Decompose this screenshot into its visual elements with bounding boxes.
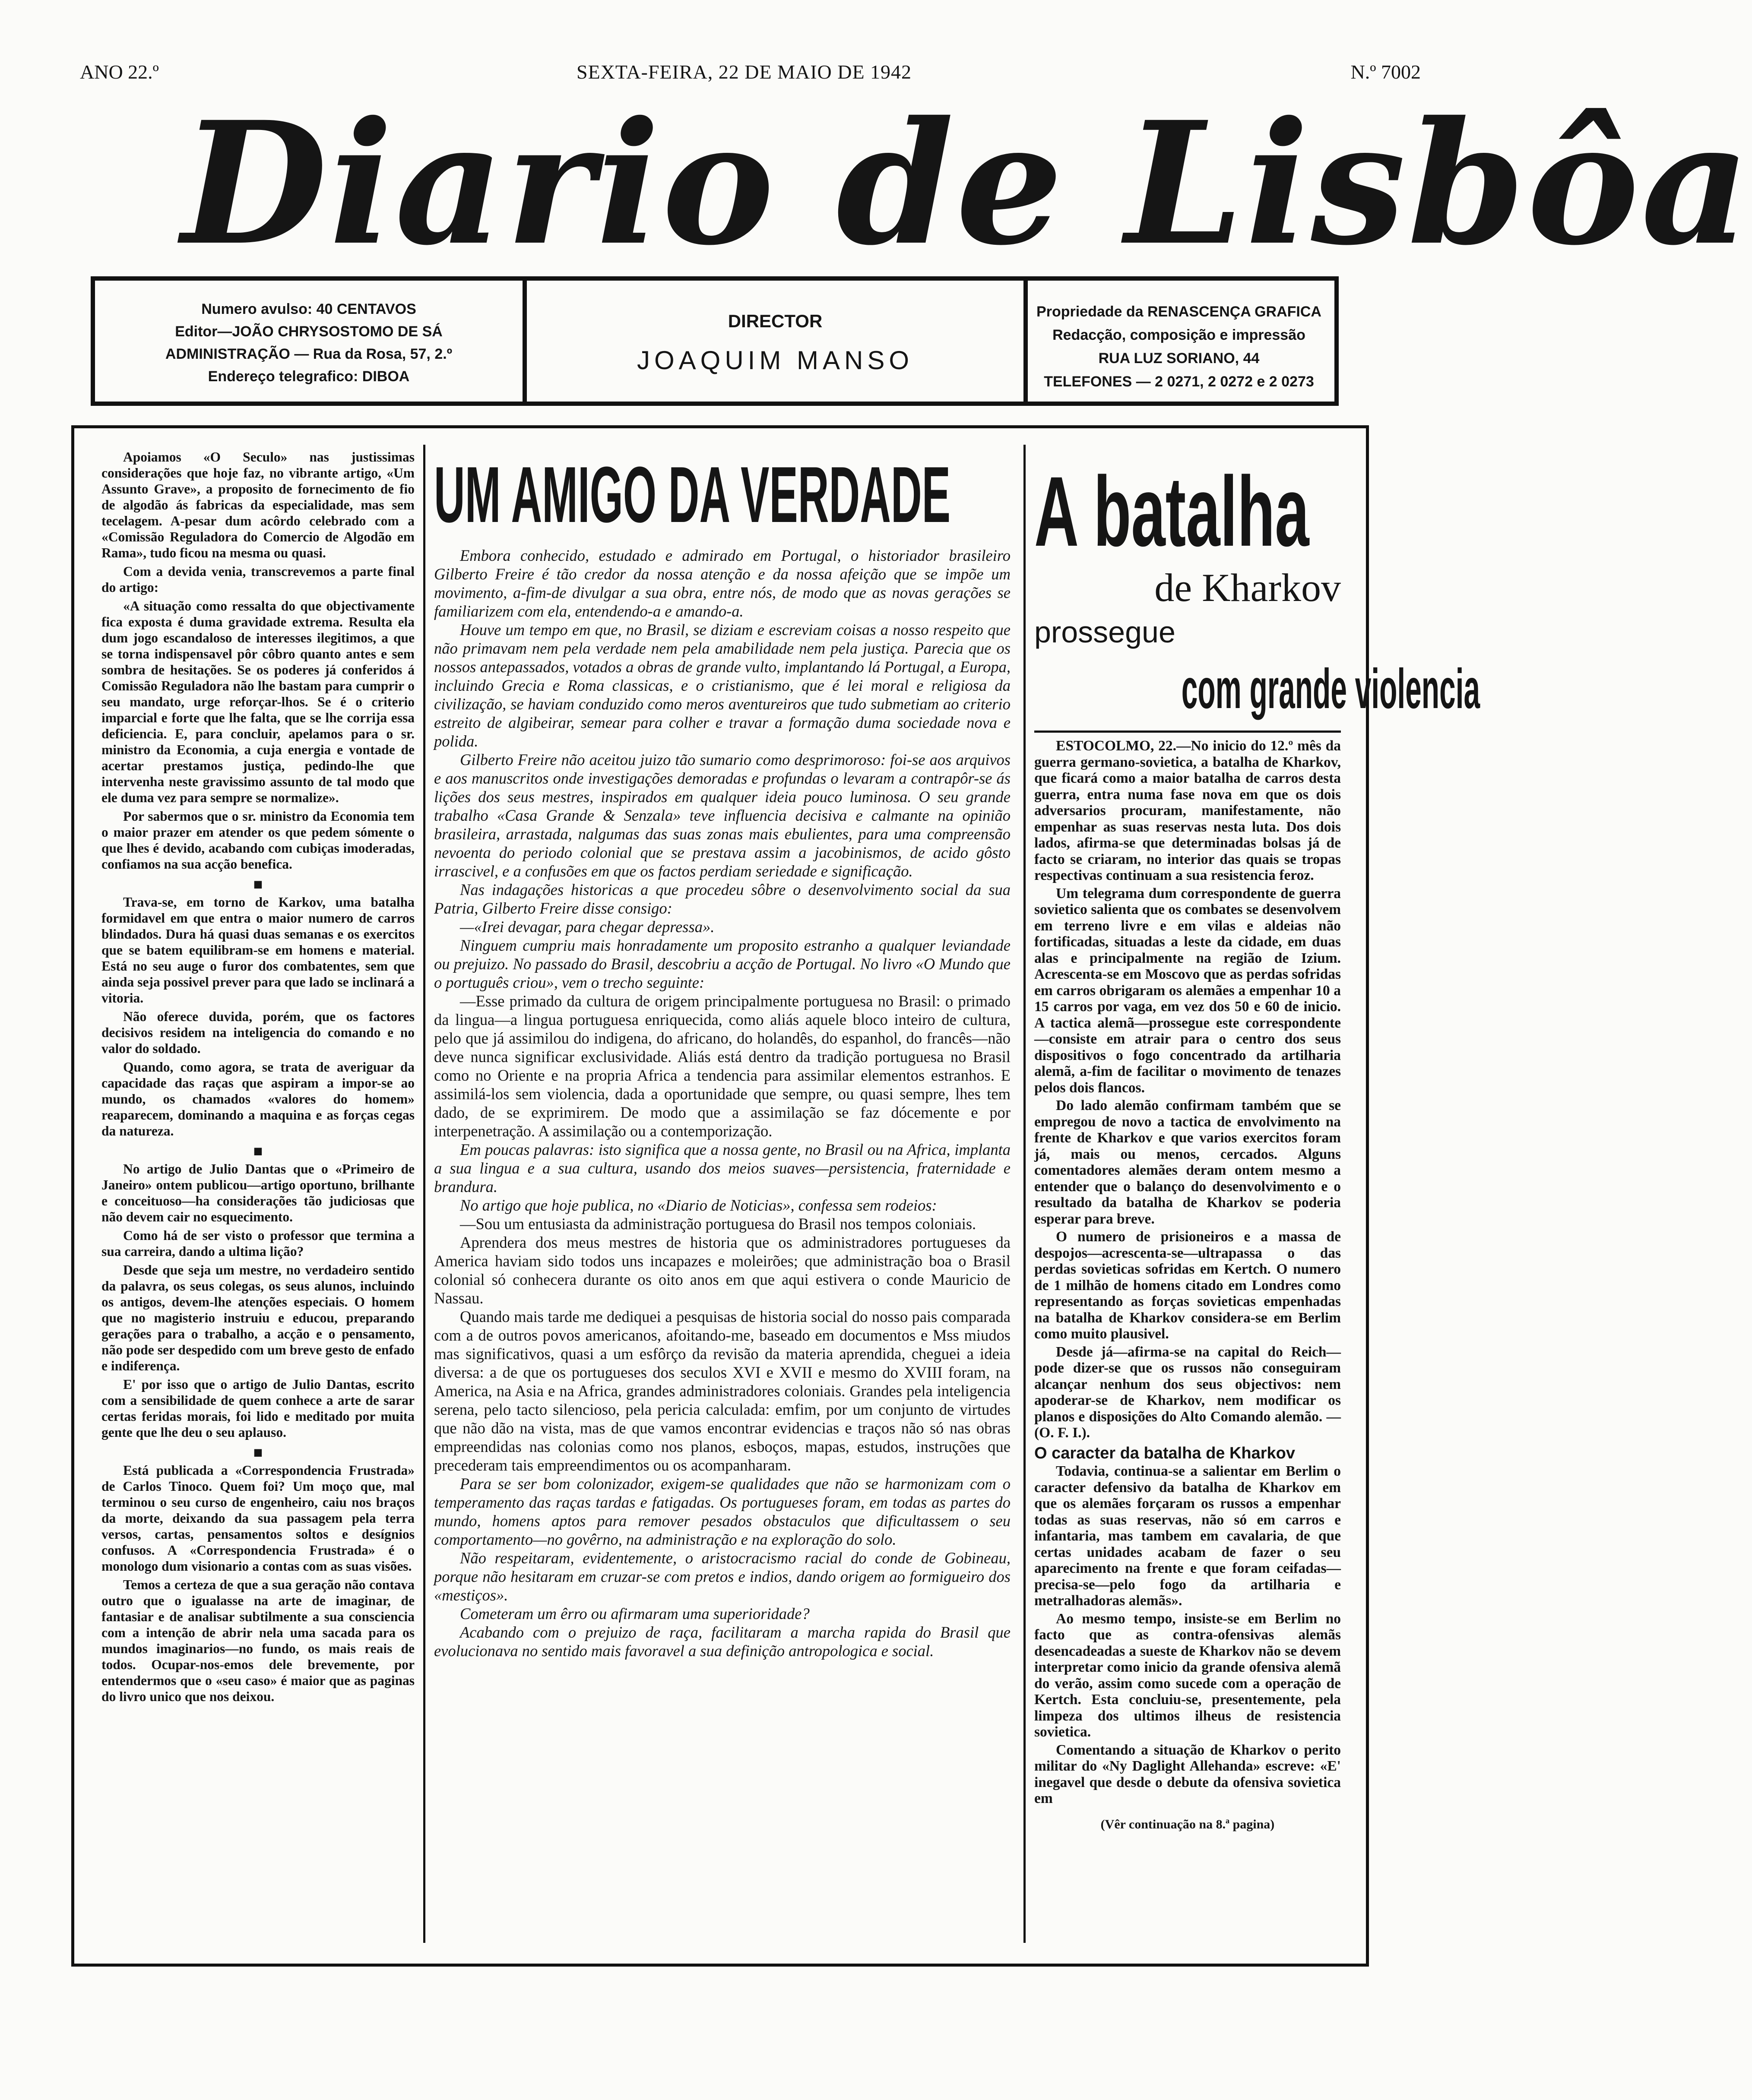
section-separator: ■ (253, 1444, 263, 1461)
note-paragraph: E' por isso que o artigo de Julio Dantas, escrito com a sensibilidade de quem conhece a arte de sarar certas feridas morais, foi lido e meditado por muita gente que lhe deu o seu aplauso. (101, 1377, 415, 1440)
article-paragraph: Nas indagações historicas a que procedeu sôbre o desenvolvimento social da sua Patria, Gilberto Freire disse consigo: (434, 881, 1011, 917)
article-paragraph: —«Irei devagar, para chegar depressa». (460, 918, 715, 936)
section-separator: ■ (253, 1142, 263, 1160)
note-paragraph: Não oferece duvida, porém, que os factores decisivos residem na inteligencia do comando e no valor do soldado. (101, 1009, 415, 1056)
note-paragraph: Desde que seja um mestre, no verdadeiro sentido da palavra, os seus colegas, os seus alunos, incluindo os antigos, devem-lhe atenções especiais. O homem que no magisterio instruiu e educou, preparando gerações para o trabalho, a acção e o pensamento, não pode ser despedido com um breve gesto de enfado e indiferença. (101, 1262, 415, 1373)
kharkov-headline-line3: prossegue (1034, 615, 1175, 649)
note-paragraph: Quando, como agora, se trata de averiguar da capacidade das raças que aspiram a impor-se ao mundo, os chamados «valores do homem» reaparecem, dominando a maquina e as forças cegas da natureza. (101, 1059, 415, 1139)
editor-line: Editor—JOÃO CHRYSOSTOMO DE SÁ (175, 323, 443, 340)
issue-number: N.º 7002 (1350, 61, 1421, 83)
article-paragraph: Houve um tempo em que, no Brasil, se diziam e escreviam coisas a nosso respeito que não primavam nem pela verdade nem pela amabilidade nem pela justiça. Parecia que os nossos antepassados, votados a obras de grande vulto, implantando lá Portugal, a Europa, incluindo Grecia e Roma classicas, e o cristianismo, que é lei moral e religiosa da civilização, se haviam conduzido como meros aventureiros que tudo submetiam ao criterio estreito de algibeirar, semear para colher e travar a formação duma sociedade nova e polida. (434, 621, 1011, 750)
article-paragraph: Não respeitaram, evidentemente, o aristocracismo racial do conde de Gobineau, porque não hesitaram em cruzar-se com pretos e indios, dando origem ao formigueiro dos «mestiços». (434, 1549, 1011, 1604)
article-paragraph: —Sou um entusiasta da administração portuguesa do Brasil nos tempos coloniais. (460, 1215, 976, 1233)
note-paragraph: Temos a certeza de que a sua geração não contava outro que o igualasse na arte de imaginar, de fantasiar e de analisar subtilmente a sua consciencia com a intenção de abrir nela uma sacada para os mundos imaginarios—no fundo, os mais reais de todos. Ocupar-nos-emos dele brevemente, por entendermos que o «seu caso» é maior que as paginas do livro unico que nos deixou. (101, 1577, 415, 1704)
main-article-body (434, 546, 1011, 1660)
top-line (80, 60, 1421, 86)
price-line: Numero avulso: 40 CENTAVOS (201, 301, 416, 317)
note-paragraph: Trava-se, em torno de Karkov, uma batalha formidavel em que entra o maior numero de carros blindados. Dura há quasi duas semanas e os exercitos que se batem equilibram-se em homens e material. Está no seu auge o furor dos combatentes, sem que ainda seja possivel prever para que lado se inclinará a vitoria. (101, 895, 415, 1006)
administration-line: ADMINISTRAÇÃO — Rua da Rosa, 57, 2.º (165, 346, 453, 362)
article-subheading: O caracter da batalha de Kharkov (1034, 1444, 1296, 1462)
director-label: DIRECTOR (728, 311, 823, 331)
headline-rule (1034, 731, 1341, 733)
note-paragraph: «A situação como ressalta do que objectivamente fica exposta é duma gravidade extrema. Resulta ela dum jogo escandaloso de interesses ilegitimos, a que se torna indispensavel pôr côbro quanto antes e sem sombra de hesitações. Se os poderes já conferidos á Comissão Reguladora não lhe bastam para cumprir o seu mandato, urge reforçar-lhos. Se é o criterio imparcial e forte que lhe falta, que se lhe corrija essa deficiencia. E, para concluir, apelamos para o sr. ministro da Economia, a cuja energia e vontade de acertar prestamos justiça, pedindo-lhe que intervenha neste gravissimo assunto de tal modo que ele duma vez para sempre se normalize». (101, 598, 415, 805)
note-paragraph: Está publicada a «Correspondencia Frustrada» de Carlos Tinoco. Quem foi? Um moço que, mal terminou o seu curso de engenheiro, caiu nos braços da morte, deixando da sua passagem pela terra versos, cartas, pensamentos soltos e desígnios confusos. A «Correspondencia Frustrada» é o monologo dum visionario a contas com as suas visões. (101, 1463, 415, 1574)
article-paragraph: Quando mais tarde me dediquei a pesquisas de historia social do nosso pais comparada com a de outros povos americanos, afoitando-me, baseado em documentos e Mss miudos mas significativos, quasi a um esfôrço da revisão da materia aprendida, cheguei a ideia diversa: a de que os portugueses dos seculos XVI e XVII e mesmo do XVIII foram, na America, na Asia e na Africa, grandes administradores coloniais. Grandes pela inteligencia serena, pelo tacto silencioso, pela pericia calculada: emfim, por um conjunto de virtudes que não dão na vista, mas de que vamos encontrar evidencias e traços não só nas obras empreendidas nas colonias como nos planos, esboços, mapas, estudos, instruções que precederam tais empreendimentos ou os acompanharam. (434, 1308, 1011, 1474)
telegraph-line: Endereço telegrafico: DIBOA (208, 368, 410, 385)
director-name: JOAQUIM MANSO (637, 346, 914, 375)
kharkov-article-body (1034, 738, 1341, 1832)
article-paragraph: Aprendera dos meus mestres de historia que os administradores portugueses da America haviam sido todos uns incapazes e moleirões; que administração boa o Brasil colonial só conhecera durante os oito anos em que aqui estivera o conde Mauricio de Nassau. (434, 1233, 1011, 1307)
masthead-info-box (91, 276, 1339, 406)
continuation-note: (Vêr continuação na 8.ª pagina) (1100, 1817, 1275, 1831)
article-paragraph: Para se ser bom colonizador, exigem-se qualidades que não se harmonizam com o temperamento das raças tardas e fatigadas. Os portugueses foram, em todas as partes do mundo, homens aptos para remover pesados obstaculos que dificultassem o seu comportamento—no govêrno, na administração e na exploração do solo. (434, 1475, 1011, 1548)
editorial-notes-column (101, 449, 415, 1707)
article-paragraph: Comentando a situação de Kharkov o perito militar do «Ny Daglight Allehanda» escreve: «E' inegavel que desde o debute da ofensiva sovietica em (1034, 1742, 1341, 1806)
article-paragraph: Acabando com o prejuizo de raça, facilitaram a marcha rapida do Brasil que evolucionava no sentido mais favoravel a sua definição antropologica e social. (434, 1623, 1011, 1660)
article-paragraph: ESTOCOLMO, 22.—No inicio do 12.º mês da guerra germano-sovietica, a batalha de Kharkov, que ficará como a maior batalha de carros desta guerra, entra numa fase nova em que os dois adversarios procuram, manifestamente, não empenhar as suas reservas nesta luta. Dos dois lados, afirma-se que determinadas bolsas já de facto se criaram, no interior das quais se tropas respectivas continuam a sua resistencia feroz. (1034, 738, 1341, 883)
article-paragraph: Um telegrama dum correspondente de guerra sovietico salienta que os combates se desenvolvem em terreno livre e em vilas e aldeias não fortificadas, situadas a leste da cidade, em duas alas e principalmente na região de Izium. Acrescenta-se em Moscovo que as perdas sofridas em carros obrigaram os alemães a empenhar 10 a 15 carros por vaga, em vez dos 50 e 60 de inicio. A tactica alemã—prossegue este correspondente—consiste em atrair para o centro dos seus dispositivos o fogo concentrado da artilharia alemã, a-fim de facilitar o movimento de tenazes pelos dois flancos. (1034, 885, 1341, 1096)
column-rule-right (1023, 445, 1026, 1943)
kharkov-article (1034, 456, 1480, 1834)
article-paragraph: Em poucas palavras: isto significa que a nossa gente, no Brasil ou na Africa, implanta a sua lingua e a sua cultura, usando dos meios suaves—persistencia, fraternidade e brandura. (434, 1141, 1011, 1195)
issue-date: SEXTA-FEIRA, 22 DE MAIO DE 1942 (577, 61, 912, 83)
kharkov-headline-line1: A batalha (1034, 456, 1309, 567)
owner-line: Propriedade da RENASCENÇA GRAFICA (1036, 304, 1321, 320)
article-paragraph: Do lado alemão confirmam também que se empregou de novo a tactica de envolvimento na frente de Kharkov e que varios exercitos foram já, mais ou menos, cercados. Alguns comentadores alemães deram ontem mesmo a entender que o balanço do desenvolvimento e o resultado da batalha de Kharkov se poderia esperar para breve. (1034, 1097, 1341, 1227)
editorial-line: Redacção, composição e impressão (1052, 327, 1305, 343)
publisher-block (1023, 281, 1334, 402)
director-block (523, 281, 1028, 402)
pricing-editor-block (95, 281, 523, 402)
main-headline: UM AMIGO DA VERDADE (434, 450, 951, 539)
address-line: RUA LUZ SORIANO, 44 (1098, 350, 1260, 367)
issue-year: ANO 22.º (80, 61, 159, 83)
kharkov-headline-line4: com grande violencia (1181, 657, 1480, 720)
article-paragraph: Embora conhecido, estudado e admirado em Portugal, o historiador brasileiro Gilberto Freire é tão credor da nossa atenção e da nossa afeição que se impõe um movimento, a-fim-de divulgar a sua obra, entre nós, de modo que as novas gerações se familiarizem com ela, entendendo-a e amando-a. (434, 547, 1011, 620)
article-paragraph: O numero de prisioneiros e a massa de despojos—acrescenta-se—ultrapassa o das perdas sovieticas sofridas em Kertch. O numero de 1 milhão de homens citado em Londres como representando as forças sovieticas empenhadas na batalha de Kharkov considera-se em Berlim como muito plausivel. (1034, 1229, 1341, 1342)
note-paragraph: Com a devida venia, transcrevemos a parte final do artigo: (101, 564, 415, 595)
article-paragraph: Ao mesmo tempo, insiste-se em Berlim no facto que as contra-ofensivas alemãs desencadeadas a sueste de Kharkov não se devem interpretar como inicio da grande ofensiva alemã do verão, assim como sucede com a operação de Kertch. Esta concluiu-se, presentemente, pela limpeza dos ultimos ilheus de resistencia sovietica. (1034, 1610, 1341, 1740)
article-paragraph: Ninguem cumpriu mais honradamente um proposito estranho a qualquer leviandade ou prejuizo. No passado do Brasil, descobriu a acção de Portugal. No livro «O Mundo que o português criou», vem o trecho seguinte: (434, 936, 1011, 991)
phones-line: TELEFONES — 2 0271, 2 0272 e 2 0273 (1044, 373, 1314, 390)
newspaper-masthead: Diario de Lisbôa (181, 85, 1752, 282)
article-paragraph: Todavia, continua-se a salientar em Berlim o caracter defensivo da batalha de Kharkov em que os alemães forçaram os russos a empenhar todas as suas reservas, não só em carros e infantaria, mas tambem em cavalaria, de que certas unidades acabam de fazer o seu aparecimento na frente e que foram ceifadas—precisa-se—pelo fogo da artilharia e metralhadoras alemãs». (1034, 1463, 1341, 1609)
note-paragraph: Apoiamos «O Seculo» nas justissimas considerações que hoje faz, no vibrante artigo, «Um Assunto Grave», a proposito de fornecimento de fio de algodão ás fabricas da especialidade, mas sem tecelagem. A-pesar dum acôrdo celebrado com a «Comissão Reguladora do Comercio de Algodão em Rama», tudo ficou na mesma ou quasi. (101, 449, 415, 560)
note-paragraph: Como há de ser visto o professor que termina a sua carreira, dando a ultima lição? (101, 1228, 415, 1259)
article-paragraph: Desde já—afirma-se na capital do Reich—pode dizer-se que os russos não conseguiram alcançar nenhum dos seus objectivos: nem apoderar-se de Kharkov, nem modificar os planos e disposições do Alto Comando alemão. —(O. F. I.). (1034, 1344, 1341, 1441)
article-paragraph: Cometeram um êrro ou afirmaram uma superioridade? (460, 1605, 810, 1622)
column-rule-left (423, 445, 425, 1943)
article-paragraph: Gilberto Freire não aceitou juizo tão sumario como desprimoroso: foi-se aos arquivos e aos manuscritos onde investigações demoradas e profundas o levaram a contrapôr-se ás lições dos seus mestres, inspirados em qualquer ideia pouco luminosa. O seu grande trabalho «Casa Grande & Senzala» teve influencia decisiva e calmante na opinião brasileira, arrastada, nalgumas das suas zonas mais ebulientes, para uma compreensão nevoenta do periodo colonial que se prestava assim a jacobinismos, de acido gôsto irrascivel, e a confusões em que os factos perdiam seriedade e significação. (434, 751, 1011, 880)
note-paragraph: Por sabermos que o sr. ministro da Economia tem o maior prazer em atender os que pedem sómente o que lhes é devido, acabando com cubiças imoderadas, confiamos na sua acção benefica. (101, 809, 415, 872)
article-paragraph: No artigo que hoje publica, no «Diario de Noticias», confessa sem rodeios: (460, 1196, 937, 1214)
section-separator: ■ (253, 876, 263, 893)
article-paragraph: —Esse primado da cultura de origem principalmente portuguesa no Brasil: o primado da lingua—a lingua portuguesa enriquecida, como aliás aquele bloco inteiro de cultura, pelo que já assimilou do indigena, do africano, do holandês, do espanhol, do francês—não deve nunca significar exclusividade. Aliás está dentro da tradição portuguesa no Brasil como no Oriente e na propria Africa a tendencia para assimilar elementos estranhos. E assimilá-los sem violencia, dada a oportunidade que sempre, ou quasi sempre, lhes tem dado, de se exprimirem. De modo que a assimilação se faz dócemente e por interpenetração. A assimilação ou a contemporização. (434, 992, 1011, 1140)
note-paragraph: No artigo de Julio Dantas que o «Primeiro de Janeiro» ontem publicou—artigo oportuno, brilhante e conceituoso—ha considerações tão judiciosas que não devem cair no esquecimento. (101, 1161, 415, 1224)
kharkov-headline-line2: de Kharkov (1154, 566, 1341, 610)
